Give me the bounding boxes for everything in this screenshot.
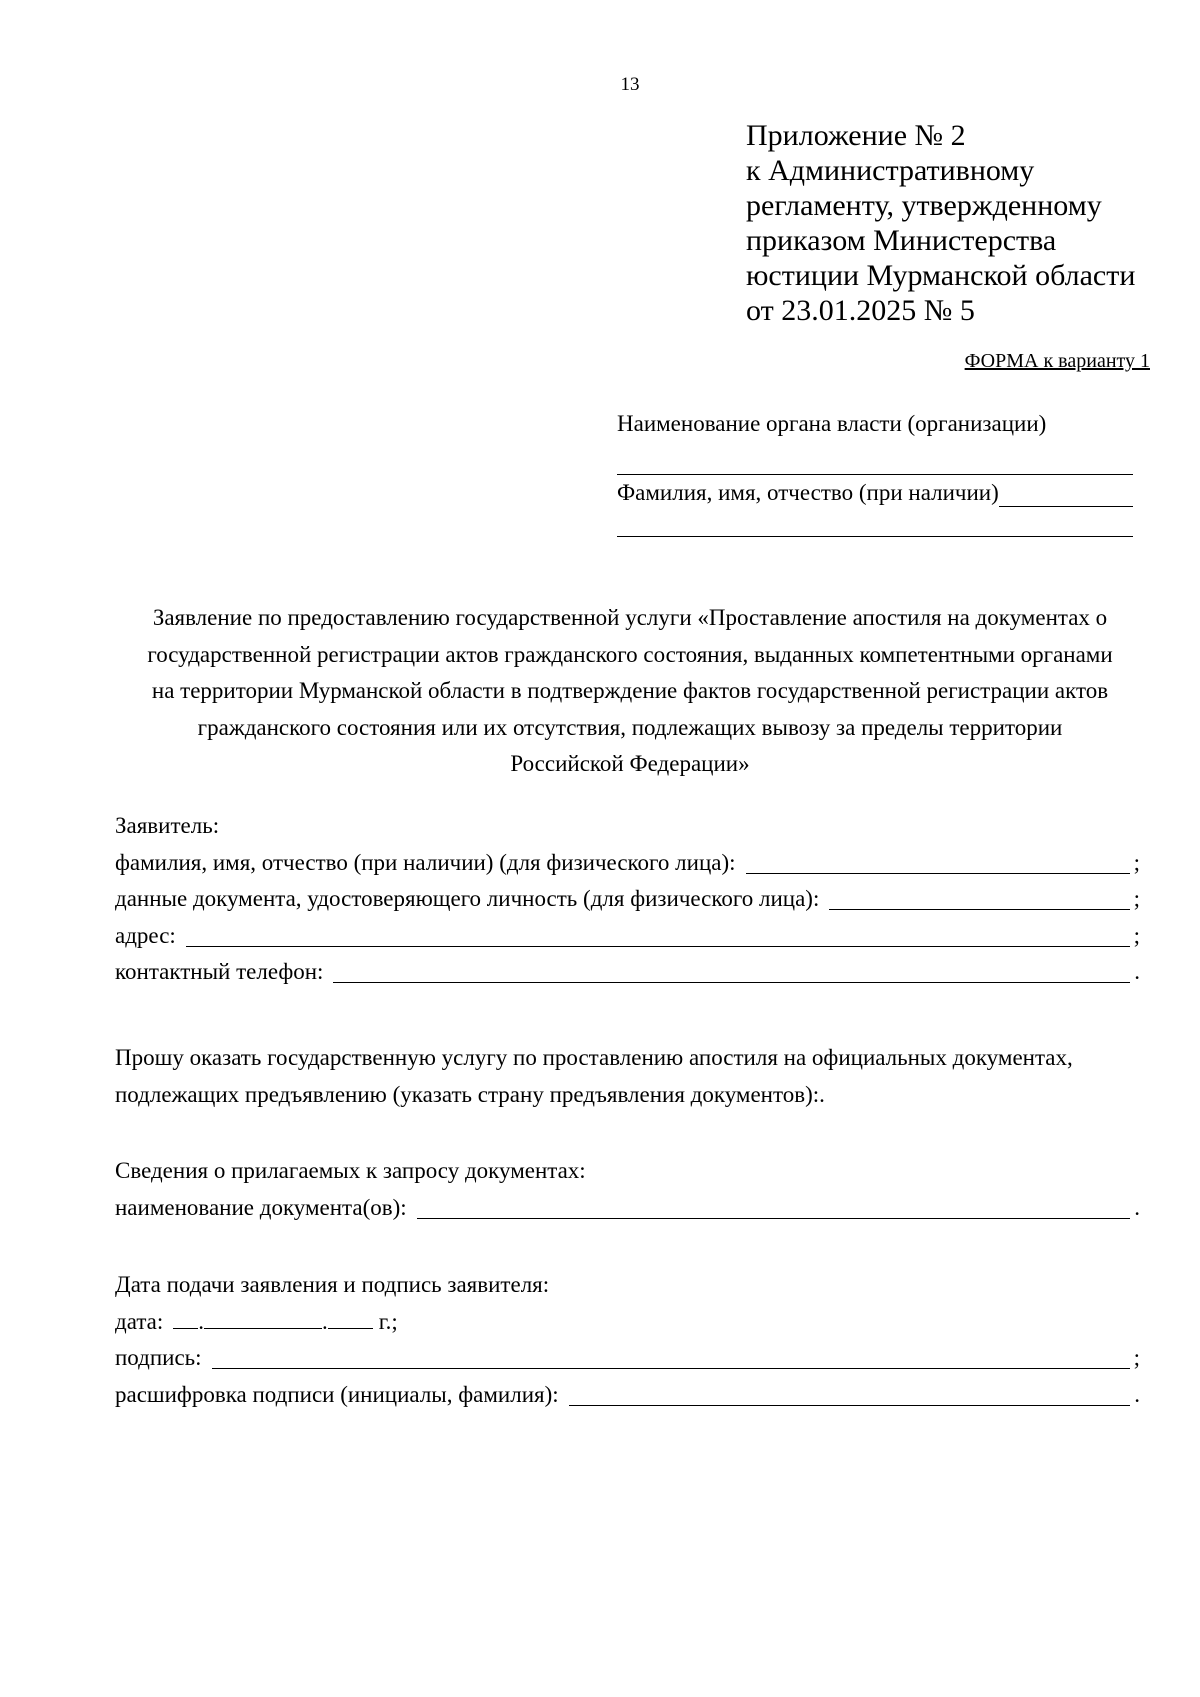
punctuation: . bbox=[1134, 959, 1140, 984]
applicant-id-doc-field[interactable] bbox=[829, 887, 1129, 910]
applicant-address-field[interactable] bbox=[186, 924, 1130, 947]
appendix-line: Приложение № 2 bbox=[746, 119, 966, 152]
punctuation: ; bbox=[1133, 849, 1140, 875]
appendix-block bbox=[746, 118, 1135, 328]
date-label: дата: bbox=[115, 1308, 164, 1334]
signature-section bbox=[115, 1267, 1140, 1413]
sign-row bbox=[115, 1340, 1140, 1377]
applicant-address-row bbox=[115, 918, 1140, 955]
addressee-fio-row bbox=[617, 475, 1133, 507]
appendix-line: от 23.01.2025 № 5 bbox=[746, 294, 975, 327]
request-line: подлежащих предъявлению (указать страну предъявления документов):. bbox=[115, 1081, 825, 1107]
date-dot: . bbox=[322, 1308, 328, 1334]
title-line: Российской Федерации» bbox=[510, 751, 750, 776]
title-line: Заявление по предоставлению государственной услуги «Проставление апостиля на документах о bbox=[152, 605, 1108, 630]
request-section bbox=[115, 1040, 1140, 1113]
page-number: 13 bbox=[620, 74, 640, 95]
applicant-id-doc-row bbox=[115, 881, 1140, 918]
date-row bbox=[115, 1304, 1140, 1341]
punctuation: ; bbox=[1133, 1345, 1140, 1370]
addressee-block bbox=[617, 410, 1133, 537]
authority-field[interactable] bbox=[617, 442, 1133, 475]
appendix-line: регламенту, утвержденному bbox=[746, 189, 1102, 222]
addressee-fio-field[interactable] bbox=[999, 482, 1133, 507]
sign-field[interactable] bbox=[212, 1346, 1130, 1369]
appendix-line: юстиции Мурманской области bbox=[746, 259, 1136, 292]
applicant-phone-field[interactable] bbox=[333, 960, 1130, 983]
applicant-heading: Заявитель: bbox=[115, 813, 220, 838]
appendix-line: приказом Министерства bbox=[746, 224, 1057, 257]
applicant-fio-field[interactable] bbox=[746, 851, 1130, 874]
sign-label: подпись: bbox=[115, 1345, 202, 1370]
authority-label: Наименование органа власти (организации) bbox=[617, 411, 1047, 436]
doc-name-row bbox=[115, 1190, 1140, 1227]
sign-decoding-label: расшифровка подписи (инициалы, фамилия): bbox=[115, 1381, 559, 1407]
date-day-field[interactable] bbox=[173, 1308, 198, 1329]
punctuation: ; bbox=[1133, 886, 1140, 911]
applicant-phone-label: контактный телефон: bbox=[115, 959, 324, 984]
attachments-section bbox=[115, 1153, 1140, 1226]
applicant-fio-row bbox=[115, 845, 1140, 882]
title-line: гражданского состояния или их отсутствия, подлежащих вывозу за пределы территории bbox=[197, 714, 1063, 740]
date-dot: . bbox=[198, 1308, 204, 1334]
date-month-field[interactable] bbox=[204, 1308, 322, 1329]
sign-decoding-row bbox=[115, 1377, 1140, 1414]
form-variant-label: ФОРМА к варианту 1 bbox=[964, 350, 1150, 372]
date-year-field[interactable] bbox=[328, 1308, 373, 1329]
doc-name-field[interactable] bbox=[417, 1196, 1131, 1219]
title-line: государственной регистрации актов гражданского состояния, выданных компетентными органами bbox=[147, 641, 1113, 667]
punctuation: . bbox=[1134, 1381, 1140, 1407]
addressee-fio-field-2[interactable] bbox=[617, 507, 1133, 537]
attachments-heading: Сведения о прилагаемых к запросу документах: bbox=[115, 1158, 586, 1183]
request-line: Прошу оказать государственную услугу по проставлению апостиля на официальных документах, bbox=[115, 1045, 1073, 1070]
sign-decoding-field[interactable] bbox=[569, 1383, 1131, 1406]
appendix-line: к Административному bbox=[746, 154, 1035, 187]
punctuation: ; bbox=[1133, 922, 1140, 948]
signature-heading: Дата подачи заявления и подпись заявителя: bbox=[115, 1272, 550, 1297]
application-title bbox=[110, 600, 1150, 783]
punctuation: . bbox=[1134, 1194, 1140, 1220]
applicant-address-label: адрес: bbox=[115, 922, 176, 948]
year-suffix: г.; bbox=[378, 1308, 398, 1334]
doc-name-label: наименование документа(ов): bbox=[115, 1194, 407, 1220]
applicant-id-doc-label: данные документа, удостоверяющего личность (для физического лица): bbox=[115, 886, 820, 911]
addressee-fio-label: Фамилия, имя, отчество (при наличии) bbox=[617, 480, 999, 505]
applicant-fio-label: фамилия, имя, отчество (при наличии) (для физического лица): bbox=[115, 849, 736, 875]
applicant-section bbox=[115, 808, 1140, 991]
title-line: на территории Мурманской области в подтверждение фактов государственной регистрации актов bbox=[151, 678, 1109, 703]
applicant-phone-row bbox=[115, 954, 1140, 991]
